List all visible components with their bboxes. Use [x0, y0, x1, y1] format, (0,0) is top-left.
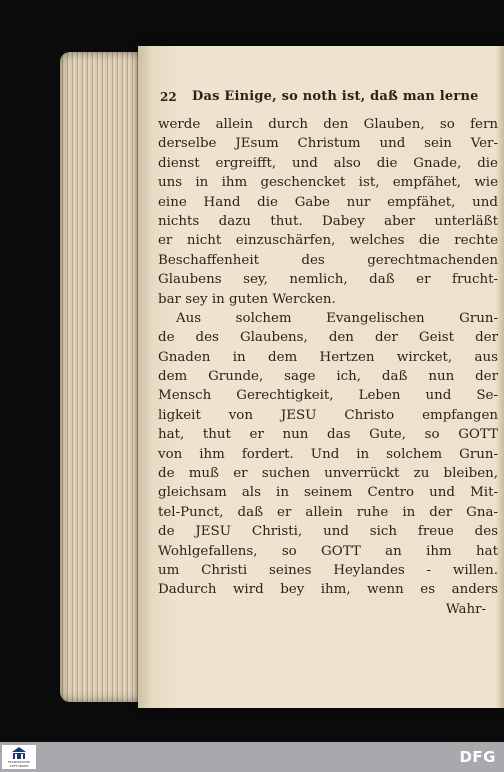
running-title: Das Einige, so noth ist, daß man lerne — [192, 89, 479, 104]
footer-bar — [0, 742, 504, 772]
dfg-logo[interactable]: DFG — [459, 748, 496, 766]
text-line: hat, thut er nun das Gute, so GOTT — [158, 427, 498, 443]
text-line: Wohlgefallens, so GOTT an ihm hat — [158, 543, 498, 559]
catchword: Wahr- — [445, 601, 486, 617]
text-line: dem Grunde, sage ich, daß nun der — [158, 369, 498, 385]
text-line: Mensch Gerechtigkeit, Leben und Se- — [158, 388, 498, 404]
text-line: uns in ihm geschencket ist, empfähet, wie — [158, 175, 498, 191]
page-header — [160, 90, 500, 108]
text-line: gleichsam als in seinem Centro und Mit- — [158, 485, 498, 501]
page-edges — [60, 52, 148, 702]
text-line: Dadurch wird bey ihm, wenn es anders — [158, 582, 498, 598]
text-line: de des Glaubens, den der Geist der — [158, 330, 498, 346]
text-line: dienst ergreifft, und also die Gnade, die — [158, 155, 498, 171]
text-line: eine Hand die Gabe nur empfähet, und — [158, 194, 498, 210]
text-line: bar sey in guten Wercken. — [158, 291, 336, 307]
page-number: 22 — [160, 90, 177, 104]
text-line: er nicht einzuschärfen, welches die rechte — [158, 233, 498, 249]
library-logo-text: FRANCKESCHE STIFTUNGEN — [7, 760, 31, 768]
text-line: de JESU Christi, und sich freue des — [158, 524, 498, 540]
text-line: Beschaffenheit des gerechtmachenden — [158, 252, 498, 268]
text-line: nichts dazu thut. Dabey aber unterläßt — [158, 213, 498, 229]
building-icon — [11, 746, 27, 760]
text-line: Gnaden in dem Hertzen wircket, aus — [158, 349, 498, 365]
text-line: de muß er suchen unverrückt zu bleiben, — [158, 466, 498, 482]
body-text — [158, 115, 498, 619]
text-line: ligkeit von JESU Christo empfangen — [158, 407, 498, 423]
text-line: von ihm fordert. Und in solchem Grun- — [158, 446, 498, 462]
library-logo[interactable] — [2, 745, 36, 769]
text-line: Glaubens sey, nemlich, daß er frucht- — [158, 272, 498, 288]
text-line: tel-Punct, daß er allein ruhe in der Gna- — [158, 504, 498, 520]
text-line: derselbe JEsum Christum und sein Ver- — [158, 136, 498, 152]
book-page — [138, 46, 504, 708]
text-line: Aus solchem Evangelischen Grun- — [176, 310, 498, 326]
text-line: um Christi seines Heylandes - willen. — [158, 562, 498, 578]
text-line: werde allein durch den Glauben, so fern — [158, 117, 498, 132]
book-scan — [60, 46, 504, 708]
